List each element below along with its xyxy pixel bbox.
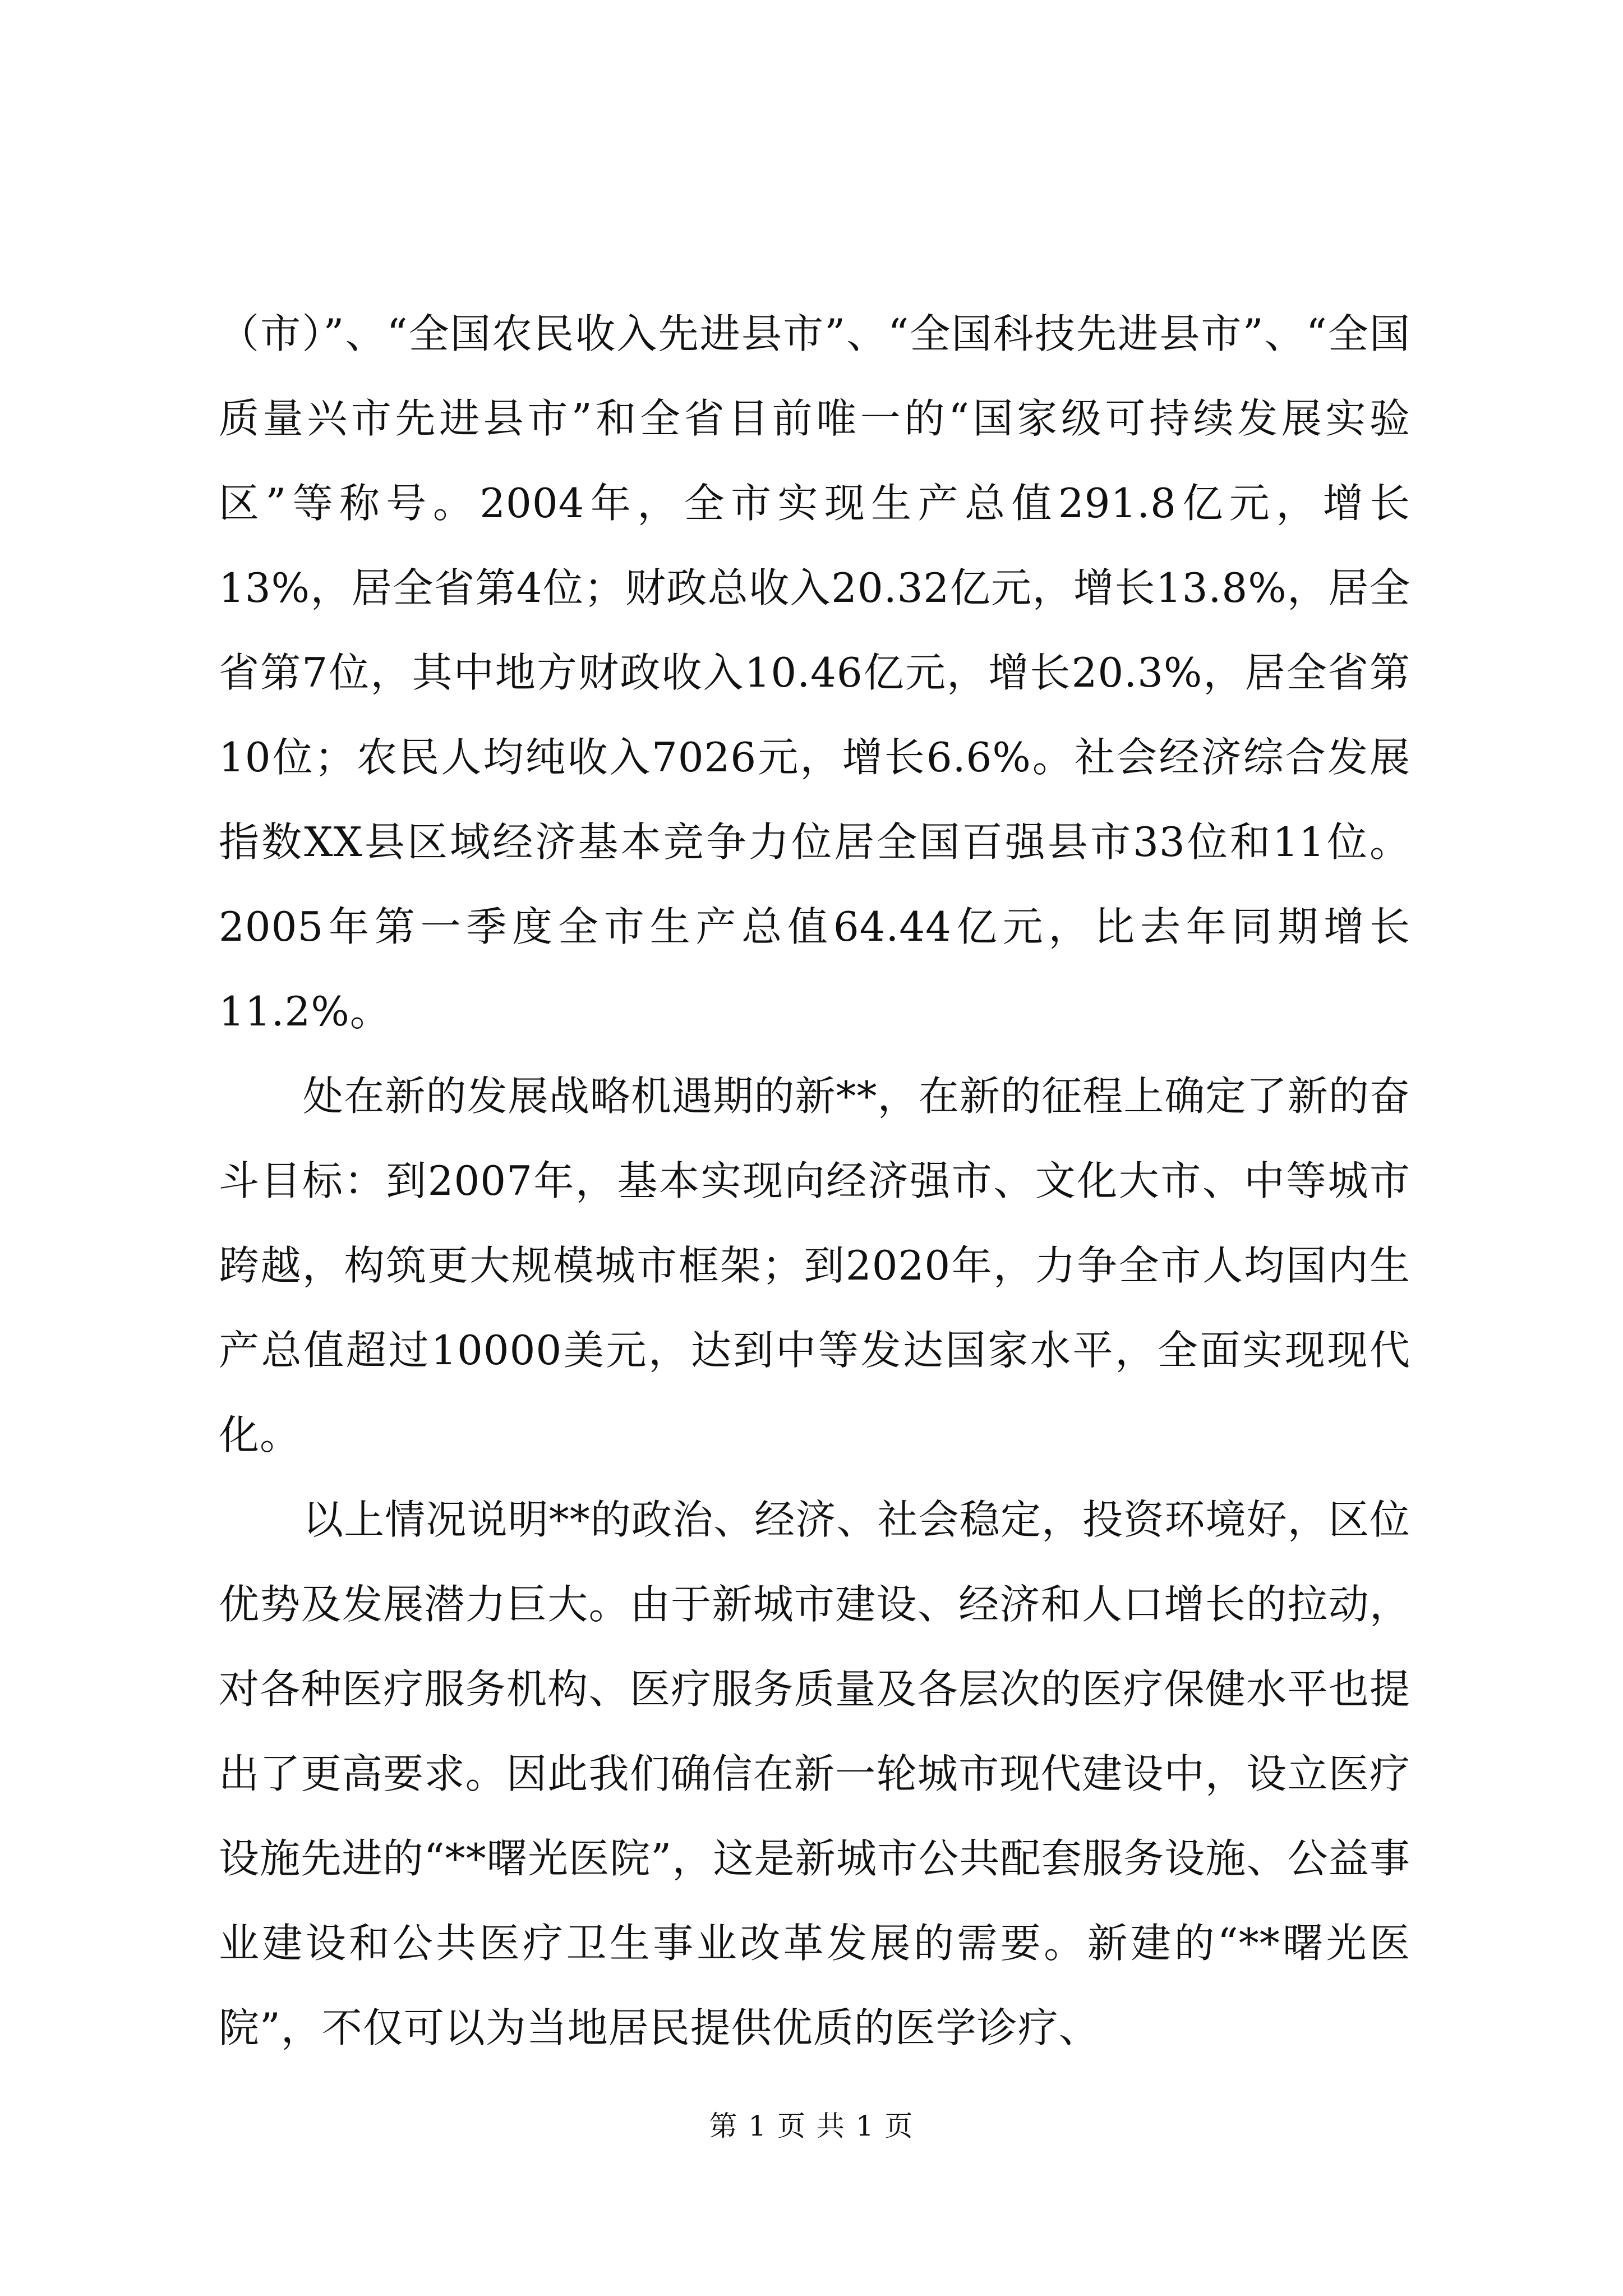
paragraph-achievements: （市）”、“全国农民收入先进县市”、“全国科技先进县市”、“全国质量兴市先进县市”和全省目前唯一的“国家级可持续发展实验区”等称号。2004年，全市实现生产总值291.8亿元，增长13%，居全省第4位；财政总收入20.32亿元，增长13.8%，居全省第7位，其中地方财政收入10.46亿元，增长20.3%，居全省第10位；农民人均纯收入7026元，增长6.6%。社会经济综合发展指数XX县区域经济基本竞争力位居全国百强县市33位和11位。2005年第一季度全市生产总值64.44亿元，比去年同期增长11.2%。 <box>219 310 1410 1035</box>
paragraph-hospital-rationale: 以上情况说明**的政治、经济、社会稳定，投资环境好，区位优势及发展潜力巨大。由于新城市建设、经济和人口增长的拉动，对各种医疗服务机构、医疗服务质量及各层次的医疗保健水平也提出了更高要求。因此我们确信在新一轮城市现代建设中，设立医疗设施先进的“**曙光医院”，这是新城市公共配套服务设施、公益事业建设和公共医疗卫生事业改革发展的需要。新建的“**曙光医院”，不仅可以为当地居民提供优质的医学诊疗、 <box>219 1496 1410 2051</box>
page-footer: 第 1 页 共 1 页 <box>709 2110 914 2142</box>
paragraph-development-goals: 处在新的发展战略机遇期的新**，在新的征程上确定了新的奋斗目标：到2007年，基本实现向经济强市、文化大市、中等城市跨越，构筑更大规模城市框架；到2020年，力争全市人均国内生产总值超过10000美元，达到中等发达国家水平，全面实现现代化。 <box>219 1073 1410 1458</box>
document-body <box>219 292 1410 2070</box>
